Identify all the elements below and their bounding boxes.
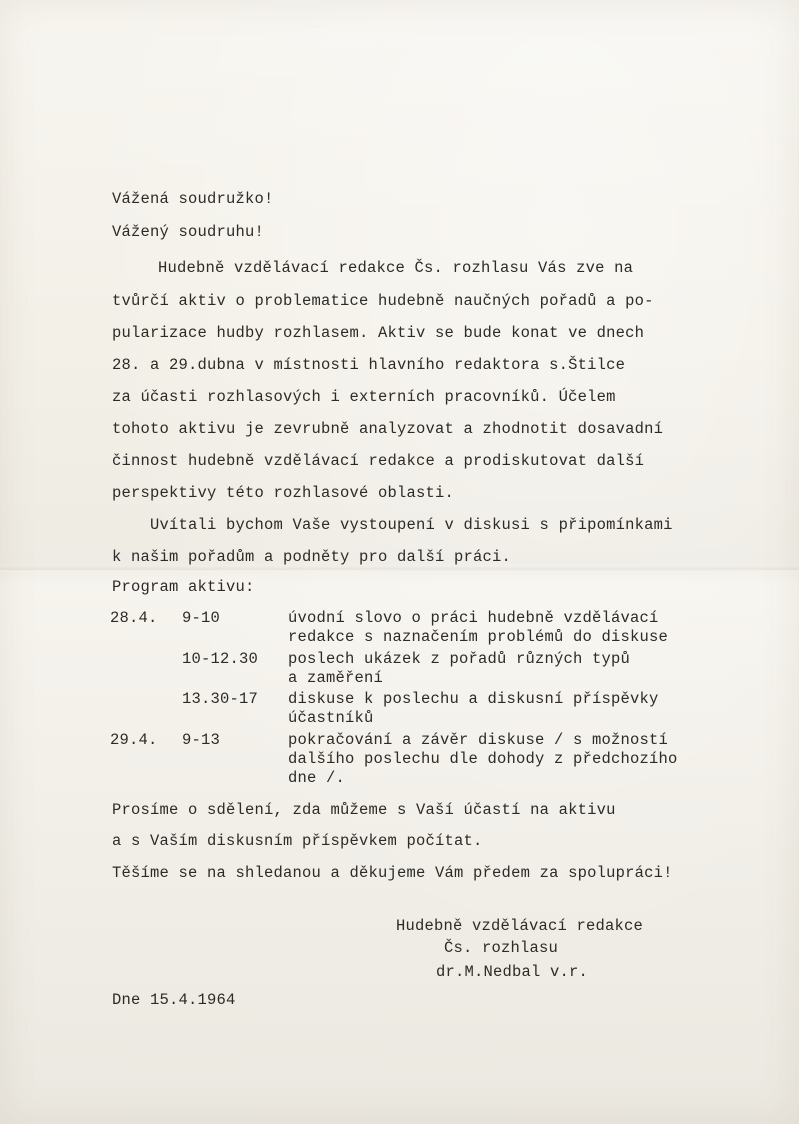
paragraph1-line: Hudebně vzdělávací redakce Čs. rozhlasu Vás zve na bbox=[158, 259, 634, 277]
date-line: Dne 15.4.1964 bbox=[112, 991, 236, 1009]
program-desc: pokračování a závěr diskuse / s možností dalšího poslechu dle dohody z předchozího dne /. bbox=[288, 731, 678, 787]
program-time: 13.30-17 bbox=[182, 690, 259, 708]
greeting-male: Vážený soudruhu! bbox=[112, 223, 265, 241]
closing-line: Prosíme o sdělení, zda můžeme s Vaší účastí na aktivu bbox=[112, 801, 616, 819]
program-heading: Program aktivu: bbox=[112, 578, 255, 596]
paragraph2-line: k našim pořadům a podněty pro další práci. bbox=[112, 548, 512, 566]
program-desc: diskuse k poslechu a diskusní příspěvky účastníků bbox=[288, 690, 659, 727]
closing-line: Těšíme se na shledanou a děkujeme Vám předem za spolupráci! bbox=[112, 864, 673, 882]
program-desc: úvodní slovo o práci hudebně vzdělávací redakce s naznačením problémů do diskuse bbox=[288, 609, 669, 646]
program-time: 9-10 bbox=[182, 609, 221, 627]
paragraph2-line: Uvítali bychom Vaše vystoupení v diskusi s připomínkami bbox=[150, 516, 673, 534]
program-date: 28.4. bbox=[110, 609, 158, 627]
signature-department: Hudebně vzdělávací redakce bbox=[396, 917, 644, 935]
signature-organization: Čs. rozhlasu bbox=[444, 939, 559, 957]
greeting-female: Vážená soudružko! bbox=[112, 190, 274, 208]
paragraph1-line: perspektivy této rozhlasové oblasti. bbox=[112, 484, 455, 502]
paragraph1-line: za účasti rozhlasových i externích pracovníků. Účelem bbox=[112, 388, 616, 406]
paragraph1-line: tvůrčí aktiv o problematice hudebně naučných pořadů a po- bbox=[112, 292, 654, 310]
program-desc: poslech ukázek z pořadů různých typů a zaměření bbox=[288, 650, 631, 687]
paragraph1-line: činnost hudebně vzdělávací redakce a prodiskutovat další bbox=[112, 452, 645, 470]
paragraph1-line: pularizace hudby rozhlasem. Aktiv se bude konat ve dnech bbox=[112, 324, 645, 342]
program-time: 10-12.30 bbox=[182, 650, 259, 668]
paper-fold bbox=[0, 566, 799, 572]
paragraph1-line: tohoto aktivu je zevrubně analyzovat a zhodnotit dosavadní bbox=[112, 420, 664, 438]
program-time: 9-13 bbox=[182, 731, 221, 749]
paragraph1-line: 28. a 29.dubna v místnosti hlavního redaktora s.Štilce bbox=[112, 356, 626, 374]
program-date: 29.4. bbox=[110, 731, 158, 749]
closing-line: a s Vaším diskusním příspěvkem počítat. bbox=[112, 832, 483, 850]
signature-name: dr.M.Nedbal v.r. bbox=[436, 963, 589, 981]
